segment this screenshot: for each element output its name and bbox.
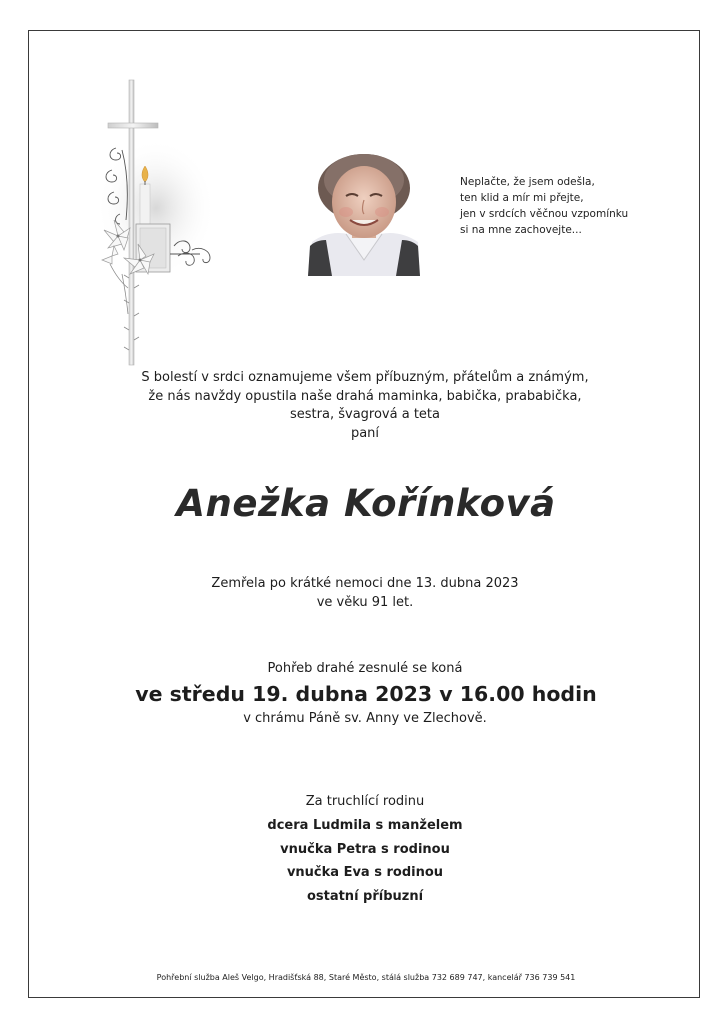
poem-line: ten klid a mír mi přejte, <box>460 192 584 204</box>
mourner: vnučka Eva s rodinou <box>286 865 444 880</box>
mourner: vnučka Petra s rodinou <box>280 841 450 857</box>
mourner: dcera Ludmila s manželem <box>267 818 463 833</box>
poem-line: Neplačte, že jsem odešla, <box>460 176 595 188</box>
cross-candle-lily-ornament <box>98 78 228 370</box>
deceased-name: Anežka Kořínková <box>176 482 556 525</box>
portrait-photo <box>308 150 420 276</box>
announcement-line: sestra, švagrová a teta <box>290 407 440 422</box>
death-info <box>100 575 630 612</box>
death-age-line: ve věku 91 let. <box>316 594 414 610</box>
funeral-place: v chrámu Páně sv. Anny ve Zlechově. <box>243 711 487 726</box>
announcement-text <box>100 369 630 443</box>
poem-line: jen v srdcích věčnou vzpomínku <box>460 208 629 220</box>
mourners-list <box>100 792 630 908</box>
funeral-date: ve středu 19. dubna 2023 v 16.00 hodin <box>135 682 597 706</box>
poem-line: si na mne zachovejte... <box>460 224 582 236</box>
announcement-line: paní <box>350 425 380 441</box>
mourner: ostatní příbuzní <box>306 888 424 904</box>
funeral-intro: Pohřeb drahé zesnulé se koná <box>267 661 463 676</box>
announcement-line: S bolestí v srdci oznamujeme všem příbuzným, přátelům a známým, <box>141 370 589 385</box>
death-date-line: Zemřela po krátké nemoci dne 13. dubna 2023 <box>211 576 519 591</box>
announcement-line: že nás navždy opustila naše drahá maminka, babička, prababička, <box>148 388 582 404</box>
funeral-service-footer: Pohřební služba Aleš Velgo, Hradišťská 88, Staré Město, stálá služba 732 689 747, kancelář 736 739 541 <box>156 973 576 982</box>
mourners-intro: Za truchlící rodinu <box>305 794 425 809</box>
memorial-poem <box>460 174 650 238</box>
